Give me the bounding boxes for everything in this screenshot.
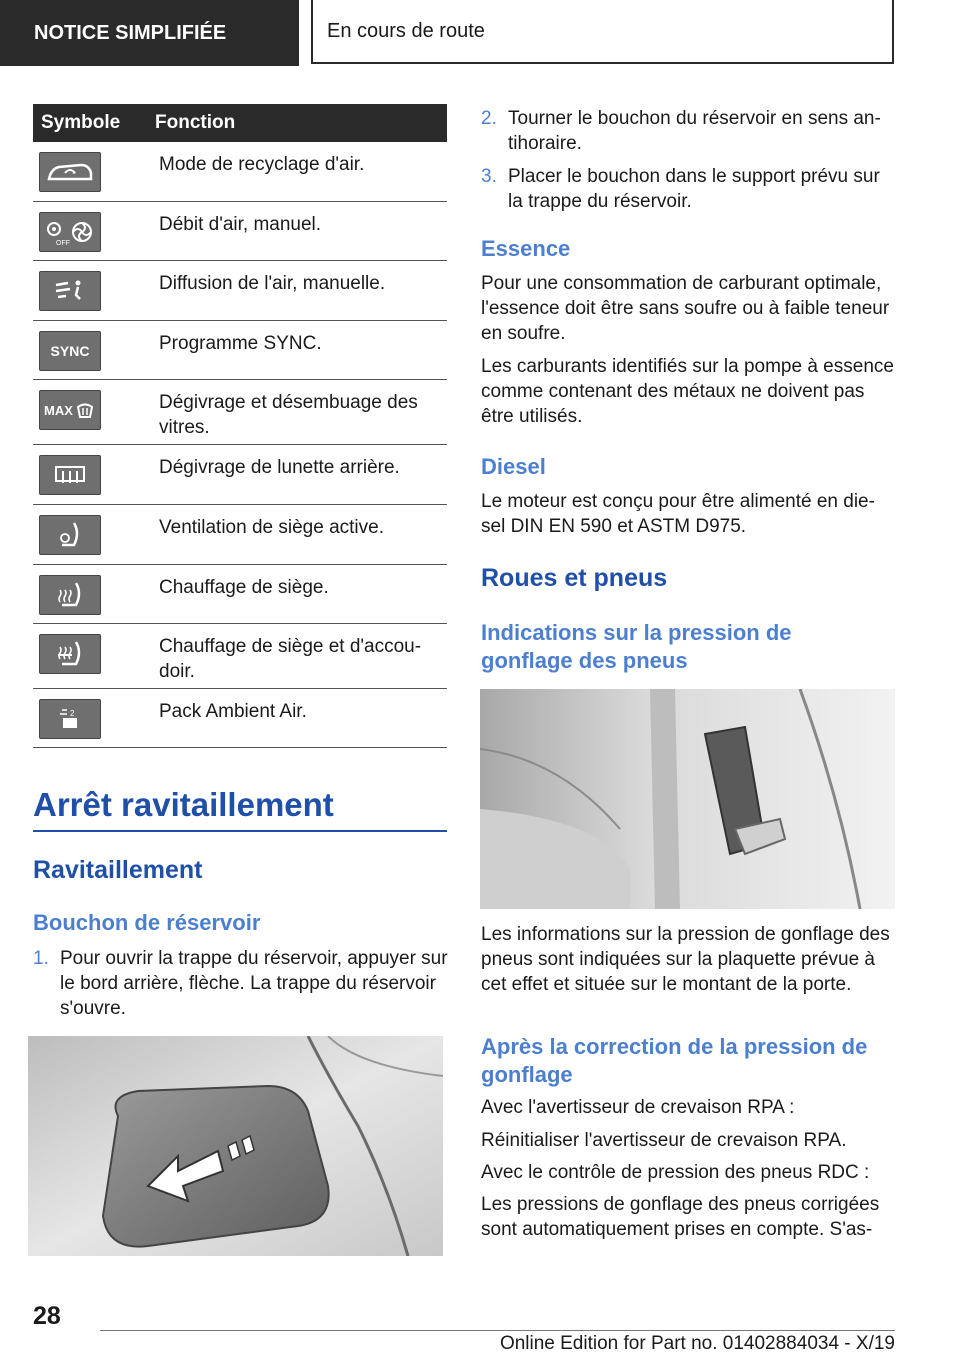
footer-divider — [100, 1330, 895, 1331]
list-item — [481, 106, 895, 156]
subsection-heading: Ravitaillement — [33, 856, 203, 884]
seat-armrest-heating-icon — [39, 634, 101, 674]
seat-heating-icon — [39, 575, 101, 615]
function-text: Chauffage de siège. — [159, 577, 329, 598]
max-defrost-icon — [39, 390, 101, 430]
col-symbol-header: Symbole — [41, 112, 121, 133]
svg-text:OFF: OFF — [56, 240, 70, 247]
tire-pressure-label-image — [480, 689, 895, 909]
function-text: Programme SYNC. — [159, 333, 322, 354]
rpa-label: Avec l'avertisseur de crevaison RPA : — [481, 1097, 795, 1118]
col-function-header: Fonction — [155, 112, 236, 133]
function-text: Pack Ambient Air. — [159, 701, 307, 722]
table-row — [33, 624, 447, 689]
step-list — [33, 946, 449, 1029]
footer-edition: Online Edition for Part no. 01402884034 - X/19 — [499, 1333, 895, 1354]
topic-heading: Bouchon de réservoir — [33, 910, 261, 935]
diesel-paragraph: Le moteur est conçu pour être alimenté en die-sel DIN EN 590 et ASTM D975. — [481, 491, 875, 537]
function-text: Mode de recyclage d'air. — [159, 154, 365, 175]
step-number: 3. — [481, 166, 497, 187]
table-row — [33, 445, 447, 505]
after-correction-heading: Après la correction de la pression de gonflage — [481, 1034, 868, 1087]
function-text: Dégivrage de lunette arrière. — [159, 457, 400, 478]
section-title: NOTICE SIMPLIFIÉE — [34, 21, 227, 44]
table-row — [33, 565, 447, 624]
rdc-label: Avec le contrôle de pression des pneus RDC : — [481, 1162, 870, 1183]
wheels-heading: Roues et pneus — [481, 564, 668, 592]
page-number: 28 — [33, 1302, 61, 1330]
essence-paragraph-1: Pour une consommation de carburant optimale, l'essence doit être sans soufre ou à faible teneur en soufre. — [481, 273, 890, 344]
step-list-continued — [481, 106, 895, 222]
table-row — [33, 380, 447, 445]
fan-speed-icon — [39, 212, 101, 252]
seat-ventilation-icon — [39, 515, 101, 555]
svg-text:MAX: MAX — [44, 403, 73, 418]
step-text: Placer le bouchon dans le support prévu sur la trappe du réservoir. — [508, 166, 880, 212]
section-heading: Arrêt ravitaillement — [33, 786, 447, 832]
ambient-air-icon — [39, 699, 101, 739]
diesel-heading: Diesel — [481, 454, 546, 479]
table-row — [33, 505, 447, 565]
rdc-text: Les pressions de gonflage des pneus corrigées sont automatiquement prises en compte. S'as- — [481, 1194, 880, 1240]
symbol-table — [33, 104, 447, 748]
list-item — [33, 946, 449, 1021]
essence-paragraph-2: Les carburants identifiés sur la pompe à essence comme contenant des métaux ne doivent pas être utilisés. — [481, 356, 894, 427]
pressure-paragraph: Les informations sur la pression de gonflage des pneus sont indiquées sur la plaquette prévue à cet effet et située sur le montant de la porte. — [481, 924, 890, 995]
chapter-title: En cours de route — [327, 19, 485, 42]
table-row — [33, 689, 447, 748]
table-header — [33, 104, 447, 142]
table-row — [33, 261, 447, 321]
rear-defrost-icon — [39, 455, 101, 495]
section-tab — [0, 0, 299, 66]
table-row — [33, 321, 447, 380]
fuel-flap-image — [28, 1036, 443, 1256]
essence-heading: Essence — [481, 236, 571, 261]
pressure-heading: Indications sur la pression de gonflage des pneus — [481, 620, 792, 673]
list-item — [481, 164, 895, 214]
svg-text:SYNC: SYNC — [50, 343, 90, 359]
function-text: Diffusion de l'air, manuelle. — [159, 273, 386, 294]
function-text: Chauffage de siège et d'accou-doir. — [159, 636, 422, 682]
table-row — [33, 202, 447, 261]
air-distribution-icon — [39, 271, 101, 311]
table-row — [33, 142, 447, 202]
function-text: Ventilation de siège active. — [159, 517, 384, 538]
sync-icon — [39, 331, 101, 371]
rpa-reset-text: Réinitialiser l'avertisseur de crevaison RPA. — [481, 1130, 847, 1151]
function-text: Débit d'air, manuel. — [159, 214, 322, 235]
step-number: 2. — [481, 108, 497, 129]
step-text: Tourner le bouchon du réservoir en sens an-tihoraire. — [508, 108, 881, 154]
step-number: 1. — [33, 948, 49, 969]
air-recirculation-icon — [39, 152, 101, 192]
svg-text:2: 2 — [70, 709, 75, 718]
chapter-header — [311, 0, 894, 64]
function-text: Dégivrage et désembuage des vitres. — [159, 392, 418, 438]
step-text: Pour ouvrir la trappe du réservoir, appuyer sur le bord arrière, flèche. La trappe du réservoir s'ouvre. — [60, 948, 448, 1019]
